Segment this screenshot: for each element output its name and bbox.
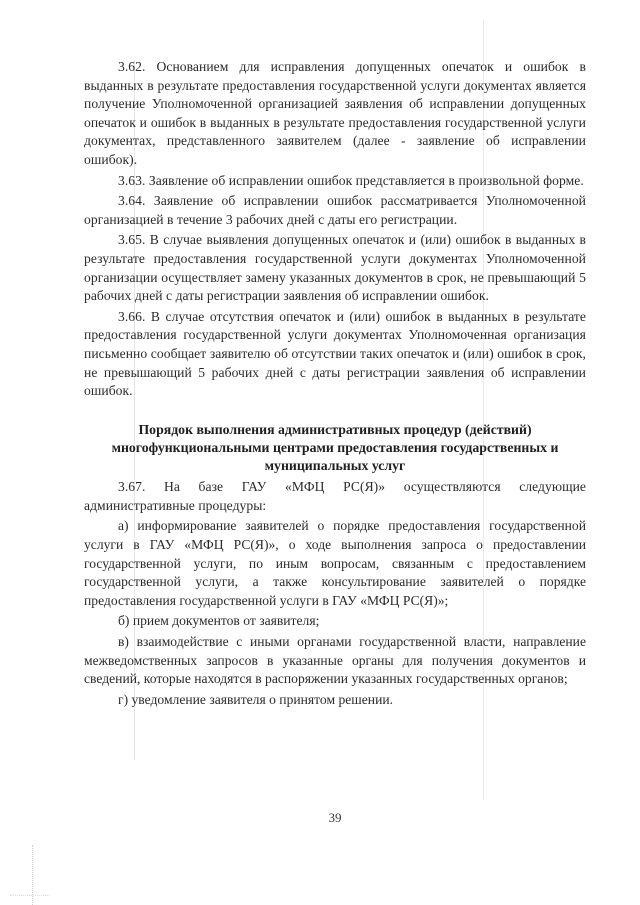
list-item-b: б) прием документов от заявителя; xyxy=(118,613,320,629)
list-item-g: г) уведомление заявителя о принятом решении. xyxy=(118,691,394,707)
list-item-v: в) взаимодействие с иными органами государственной власти, направление межведомственных запросов в указанные органы для получения документов и сведений, которые находятся в распоряжении указанных государственных органов; xyxy=(84,634,586,687)
scan-edge-mark xyxy=(10,895,50,897)
paragraph-3-67: 3.67. На базе ГАУ «МФЦ РС(Я)» осуществляются следующие административные процедуры: xyxy=(84,479,586,513)
page-number: 39 xyxy=(328,810,342,825)
paragraph-3-66: 3.66. В случае отсутствия опечаток и (или) ошибок в выданных в результате предоставления государственной услуги документах Уполномоченная организация письменно сообщает заявителю об отсутствии таких опечаток и (или) ошибок в срок, не превышающий 5 рабочих дней с даты регистрации заявления об исправлении ошибок. xyxy=(84,308,586,399)
paragraph-3-65: 3.65. В случае выявления допущенных опечаток и (или) ошибок в выданных в результате предоставления государственной услуги документах Уполномоченной организации осуществляет замену указанных документов в срок, не превышающий 5 рабочих дней с даты регистрации заявления об исправлении ошибок. xyxy=(84,232,586,304)
document-page xyxy=(84,58,586,898)
paragraph-3-64: 3.64. Заявление об исправлении ошибок рассматривается Уполномоченной организацией в течение 3 рабочих дней с даты его регистрации. xyxy=(84,193,586,227)
section-heading: Порядок выполнения административных процедур (действий) многофункциональными центрами предоставления государственных и муниципальных услуг xyxy=(111,421,559,474)
paragraph-3-62: 3.62. Основанием для исправления допущенных опечаток и ошибок в выданных в результате предоставления государственной услуги документах является получение Уполномоченной организацией заявления об исправлении допущенных опечаток и ошибок в выданных в результате предоставления государственной услуги документах, представленного заявителем (далее - заявление об исправлении ошибок). xyxy=(84,59,586,167)
list-item-a: а) информирование заявителей о порядке предоставления государственной услуги в ГАУ «МФЦ РС(Я)», о ходе выполнения запроса о предоставлении государственной услуги, по иным вопросам, связанным с предоставлением государственной услуги, а также консультирование заявителей о порядке предоставления государственной услуги в ГАУ «МФЦ РС(Я)»; xyxy=(84,518,586,608)
paragraph-3-63: 3.63. Заявление об исправлении ошибок представляется в произвольной форме. xyxy=(118,172,584,188)
